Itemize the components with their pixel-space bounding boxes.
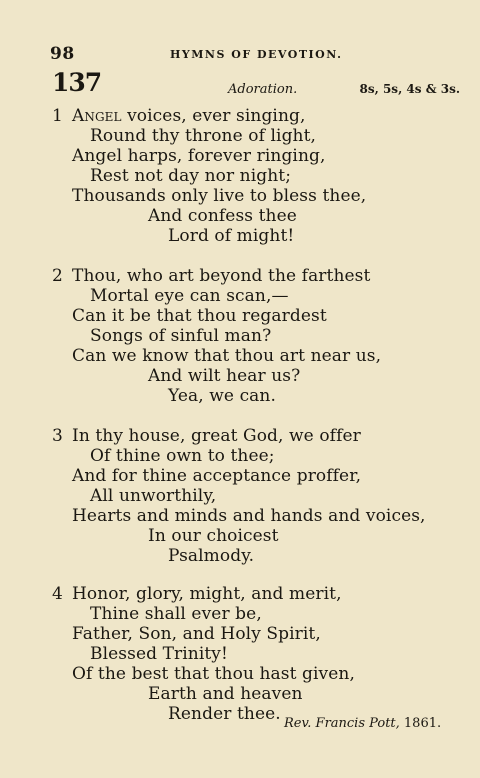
stanza-number: 2 <box>52 266 63 286</box>
stanza-line: Thou, who art beyond the farthest <box>72 266 371 286</box>
meter: 8s, 5s, 4s & 3s. <box>359 82 460 96</box>
stanza-line: Can we know that thou art near us, <box>72 346 382 366</box>
stanza-line: In our choicest <box>148 526 279 546</box>
stanza-line: Earth and heaven <box>148 684 303 704</box>
hymn-heading <box>50 68 468 98</box>
stanza-line: Lord of might! <box>168 226 295 246</box>
stanza-line: Blessed Trinity! <box>90 644 228 664</box>
stanza-line: Mortal eye can scan,— <box>90 286 289 306</box>
stanza-line: Can it be that thou regardest <box>72 306 327 326</box>
stanza-line: Hearts and minds and hands and voices, <box>72 506 426 526</box>
page-header <box>50 44 460 64</box>
page-number: 98 <box>50 44 75 64</box>
stanza-line: Of thine own to thee; <box>90 446 275 466</box>
stanza-line: All unworthily, <box>90 486 217 506</box>
stanza-line: Angel voices, ever singing, <box>72 106 306 126</box>
stanza-number: 3 <box>52 426 63 446</box>
stanza-line: And wilt hear us? <box>148 366 301 386</box>
stanza-line: And confess thee <box>148 206 297 226</box>
stanza-line: Rest not day nor night; <box>90 166 292 186</box>
stanza-line: Psalmody. <box>168 546 255 566</box>
stanza-line: And for thine acceptance proffer, <box>72 466 362 486</box>
stanza-line: Father, Son, and Holy Spirit, <box>72 624 321 644</box>
stanza-number: 1 <box>52 106 63 126</box>
stanza-line: Yea, we can. <box>168 386 276 406</box>
stanza-line: Honor, glory, might, and merit, <box>72 584 342 604</box>
stanza-line: Thousands only live to bless thee, <box>72 186 367 206</box>
stanza-line: Angel harps, forever ringing, <box>72 146 326 166</box>
hymn-number: 137 <box>52 68 102 97</box>
tune-name: Adoration. <box>228 82 298 97</box>
stanza-line: Thine shall ever be, <box>90 604 262 624</box>
running-title: HYMNS OF DEVOTION. <box>170 48 343 61</box>
stanza-number: 4 <box>52 584 63 604</box>
stanza-line: Round thy throne of light, <box>90 126 317 146</box>
attribution <box>284 716 441 731</box>
author-name: Rev. Francis Pott, <box>284 716 400 731</box>
year: 1861. <box>399 716 442 731</box>
first-word: Angel <box>72 106 122 126</box>
stanza-line: Of the best that thou hast given, <box>72 664 355 684</box>
stanza-line: Songs of sinful man? <box>90 326 272 346</box>
stanza-line: Render thee. <box>168 704 281 724</box>
stanza-line: In thy house, great God, we offer <box>72 426 361 446</box>
